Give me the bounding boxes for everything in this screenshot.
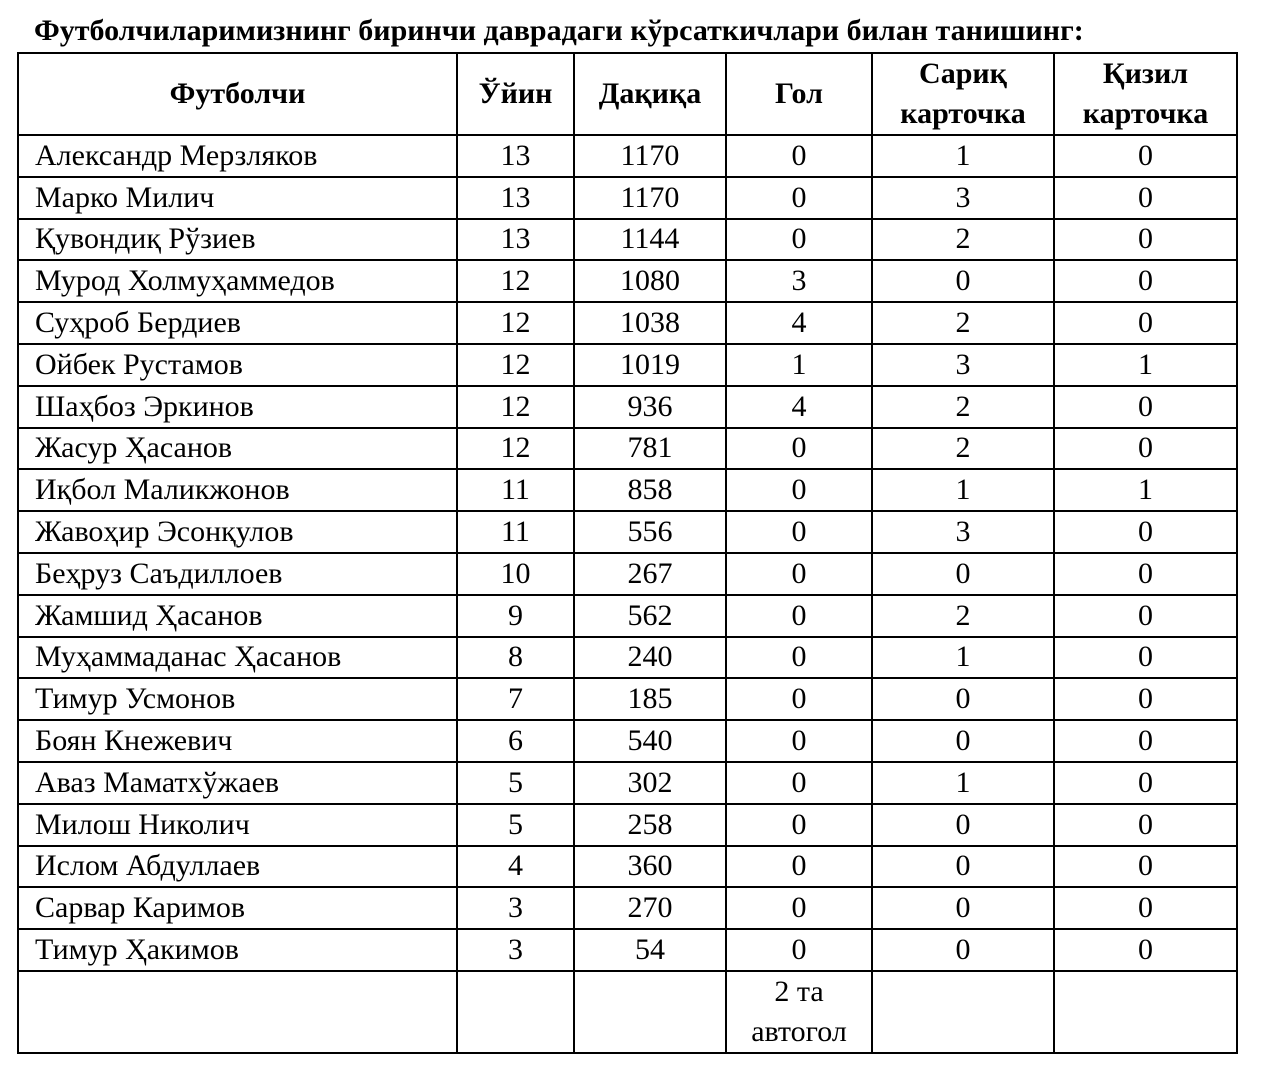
goals-cell: 0 bbox=[726, 553, 872, 595]
goals-cell: 4 bbox=[726, 302, 872, 344]
table-row bbox=[18, 135, 1237, 177]
games-cell: 12 bbox=[457, 260, 574, 302]
minutes-cell: 556 bbox=[574, 511, 726, 553]
header-red-card bbox=[1054, 53, 1237, 135]
table-row bbox=[18, 720, 1237, 762]
header-red-line1: Қизил bbox=[1102, 57, 1189, 90]
header-goals: Гол bbox=[726, 53, 872, 135]
red-cards-cell: 1 bbox=[1054, 469, 1237, 511]
table-row bbox=[18, 846, 1237, 888]
minutes-cell: 1170 bbox=[574, 135, 726, 177]
red-cards-cell: 0 bbox=[1054, 678, 1237, 720]
player-name: Жавоҳир Эсонқулов bbox=[18, 511, 457, 553]
own-goals-line1: 2 та bbox=[774, 974, 824, 1008]
player-name: Боян Кнежевич bbox=[18, 720, 457, 762]
red-cards-cell: 0 bbox=[1054, 219, 1237, 261]
games-cell: 12 bbox=[457, 428, 574, 470]
goals-cell: 0 bbox=[726, 804, 872, 846]
goals-cell: 0 bbox=[726, 469, 872, 511]
red-cards-cell: 0 bbox=[1054, 720, 1237, 762]
red-cards-cell: 0 bbox=[1054, 929, 1237, 971]
header-yellow-card bbox=[872, 53, 1054, 135]
yellow-cards-cell: 3 bbox=[872, 177, 1054, 219]
minutes-cell: 270 bbox=[574, 887, 726, 929]
games-cell: 12 bbox=[457, 386, 574, 428]
goals-cell: 4 bbox=[726, 386, 872, 428]
table-row bbox=[18, 637, 1237, 679]
minutes-cell: 562 bbox=[574, 595, 726, 637]
goals-cell: 0 bbox=[726, 595, 872, 637]
table-row bbox=[18, 678, 1237, 720]
player-name: Суҳроб Бердиев bbox=[18, 302, 457, 344]
table-row bbox=[18, 887, 1237, 929]
table-row bbox=[18, 929, 1237, 971]
footer-cell-minutes bbox=[574, 971, 726, 1053]
red-cards-cell: 0 bbox=[1054, 887, 1237, 929]
yellow-cards-cell: 2 bbox=[872, 386, 1054, 428]
table-row bbox=[18, 386, 1237, 428]
red-cards-cell: 0 bbox=[1054, 762, 1237, 804]
yellow-cards-cell: 0 bbox=[872, 887, 1054, 929]
red-cards-cell: 0 bbox=[1054, 260, 1237, 302]
table-row bbox=[18, 553, 1237, 595]
goals-cell: 0 bbox=[726, 678, 872, 720]
footer-cell-player bbox=[18, 971, 457, 1053]
red-cards-cell: 0 bbox=[1054, 637, 1237, 679]
table-row bbox=[18, 762, 1237, 804]
minutes-cell: 54 bbox=[574, 929, 726, 971]
goals-cell: 0 bbox=[726, 511, 872, 553]
own-goals-line2: автогол bbox=[751, 1014, 847, 1048]
games-cell: 10 bbox=[457, 553, 574, 595]
red-cards-cell: 0 bbox=[1054, 846, 1237, 888]
goals-cell: 0 bbox=[726, 846, 872, 888]
goals-cell: 0 bbox=[726, 219, 872, 261]
minutes-cell: 258 bbox=[574, 804, 726, 846]
table-row bbox=[18, 260, 1237, 302]
footer-row bbox=[18, 971, 1237, 1053]
yellow-cards-cell: 2 bbox=[872, 428, 1054, 470]
table-row bbox=[18, 511, 1237, 553]
games-cell: 5 bbox=[457, 762, 574, 804]
yellow-cards-cell: 0 bbox=[872, 260, 1054, 302]
header-row bbox=[18, 53, 1237, 135]
player-name: Иқбол Маликжонов bbox=[18, 469, 457, 511]
games-cell: 5 bbox=[457, 804, 574, 846]
goals-cell: 0 bbox=[726, 720, 872, 762]
minutes-cell: 240 bbox=[574, 637, 726, 679]
footer-cell-games bbox=[457, 971, 574, 1053]
yellow-cards-cell: 0 bbox=[872, 553, 1054, 595]
minutes-cell: 1019 bbox=[574, 344, 726, 386]
yellow-cards-cell: 3 bbox=[872, 511, 1054, 553]
player-name: Ойбек Рустамов bbox=[18, 344, 457, 386]
header-yellow-line2: карточка bbox=[900, 97, 1026, 130]
table-row bbox=[18, 302, 1237, 344]
minutes-cell: 360 bbox=[574, 846, 726, 888]
header-yellow-line1: Сариқ bbox=[919, 57, 1007, 90]
minutes-cell: 1170 bbox=[574, 177, 726, 219]
games-cell: 3 bbox=[457, 929, 574, 971]
games-cell: 11 bbox=[457, 511, 574, 553]
table-row bbox=[18, 344, 1237, 386]
table-row bbox=[18, 804, 1237, 846]
yellow-cards-cell: 0 bbox=[872, 929, 1054, 971]
games-cell: 13 bbox=[457, 177, 574, 219]
goals-cell: 3 bbox=[726, 260, 872, 302]
goals-cell: 0 bbox=[726, 637, 872, 679]
table-row bbox=[18, 428, 1237, 470]
player-name: Мурод Холмуҳаммедов bbox=[18, 260, 457, 302]
games-cell: 13 bbox=[457, 135, 574, 177]
red-cards-cell: 0 bbox=[1054, 135, 1237, 177]
minutes-cell: 302 bbox=[574, 762, 726, 804]
header-minutes: Дақиқа bbox=[574, 53, 726, 135]
footer-cell-red bbox=[1054, 971, 1237, 1053]
player-stats-table bbox=[17, 52, 1238, 1054]
games-cell: 12 bbox=[457, 302, 574, 344]
goals-cell: 0 bbox=[726, 929, 872, 971]
yellow-cards-cell: 1 bbox=[872, 637, 1054, 679]
minutes-cell: 1038 bbox=[574, 302, 726, 344]
page-title: Футболчиларимизнинг биринчи даврадаги кўрсаткичлари билан танишинг: bbox=[34, 14, 1084, 47]
yellow-cards-cell: 2 bbox=[872, 595, 1054, 637]
player-name: Қувондиқ Рўзиев bbox=[18, 219, 457, 261]
minutes-cell: 858 bbox=[574, 469, 726, 511]
player-name: Муҳаммаданас Ҳасанов bbox=[18, 637, 457, 679]
minutes-cell: 936 bbox=[574, 386, 726, 428]
yellow-cards-cell: 1 bbox=[872, 135, 1054, 177]
table-row bbox=[18, 219, 1237, 261]
games-cell: 12 bbox=[457, 344, 574, 386]
red-cards-cell: 0 bbox=[1054, 511, 1237, 553]
table-row bbox=[18, 469, 1237, 511]
games-cell: 3 bbox=[457, 887, 574, 929]
goals-cell: 1 bbox=[726, 344, 872, 386]
header-red-line2: карточка bbox=[1082, 97, 1209, 130]
goals-cell: 0 bbox=[726, 887, 872, 929]
player-name: Аваз Маматхўжаев bbox=[18, 762, 457, 804]
games-cell: 8 bbox=[457, 637, 574, 679]
yellow-cards-cell: 0 bbox=[872, 678, 1054, 720]
games-cell: 9 bbox=[457, 595, 574, 637]
minutes-cell: 1144 bbox=[574, 219, 726, 261]
minutes-cell: 185 bbox=[574, 678, 726, 720]
red-cards-cell: 0 bbox=[1054, 302, 1237, 344]
minutes-cell: 781 bbox=[574, 428, 726, 470]
minutes-cell: 267 bbox=[574, 553, 726, 595]
games-cell: 6 bbox=[457, 720, 574, 762]
red-cards-cell: 0 bbox=[1054, 177, 1237, 219]
player-name: Ислом Абдуллаев bbox=[18, 846, 457, 888]
player-name: Беҳруз Саъдиллоев bbox=[18, 553, 457, 595]
footer-own-goals bbox=[726, 971, 872, 1053]
header-games: Ўйин bbox=[457, 53, 574, 135]
yellow-cards-cell: 1 bbox=[872, 469, 1054, 511]
yellow-cards-cell: 0 bbox=[872, 846, 1054, 888]
games-cell: 13 bbox=[457, 219, 574, 261]
red-cards-cell: 0 bbox=[1054, 553, 1237, 595]
yellow-cards-cell: 2 bbox=[872, 219, 1054, 261]
goals-cell: 0 bbox=[726, 135, 872, 177]
player-name: Жасур Ҳасанов bbox=[18, 428, 457, 470]
red-cards-cell: 0 bbox=[1054, 428, 1237, 470]
minutes-cell: 540 bbox=[574, 720, 726, 762]
player-name: Милош Николич bbox=[18, 804, 457, 846]
yellow-cards-cell: 3 bbox=[872, 344, 1054, 386]
games-cell: 11 bbox=[457, 469, 574, 511]
footer-cell-yellow bbox=[872, 971, 1054, 1053]
player-name: Тимур Ҳакимов bbox=[18, 929, 457, 971]
yellow-cards-cell: 2 bbox=[872, 302, 1054, 344]
header-player: Футболчи bbox=[18, 53, 457, 135]
player-name: Марко Милич bbox=[18, 177, 457, 219]
yellow-cards-cell: 1 bbox=[872, 762, 1054, 804]
games-cell: 4 bbox=[457, 846, 574, 888]
red-cards-cell: 0 bbox=[1054, 386, 1237, 428]
red-cards-cell: 0 bbox=[1054, 804, 1237, 846]
player-name: Жамшид Ҳасанов bbox=[18, 595, 457, 637]
player-name: Шаҳбоз Эркинов bbox=[18, 386, 457, 428]
red-cards-cell: 1 bbox=[1054, 344, 1237, 386]
goals-cell: 0 bbox=[726, 428, 872, 470]
games-cell: 7 bbox=[457, 678, 574, 720]
player-name: Сарвар Каримов bbox=[18, 887, 457, 929]
yellow-cards-cell: 0 bbox=[872, 720, 1054, 762]
yellow-cards-cell: 0 bbox=[872, 804, 1054, 846]
table-row bbox=[18, 177, 1237, 219]
player-name: Тимур Усмонов bbox=[18, 678, 457, 720]
red-cards-cell: 0 bbox=[1054, 595, 1237, 637]
minutes-cell: 1080 bbox=[574, 260, 726, 302]
table-row bbox=[18, 595, 1237, 637]
goals-cell: 0 bbox=[726, 177, 872, 219]
goals-cell: 0 bbox=[726, 762, 872, 804]
player-name: Александр Мерзляков bbox=[18, 135, 457, 177]
